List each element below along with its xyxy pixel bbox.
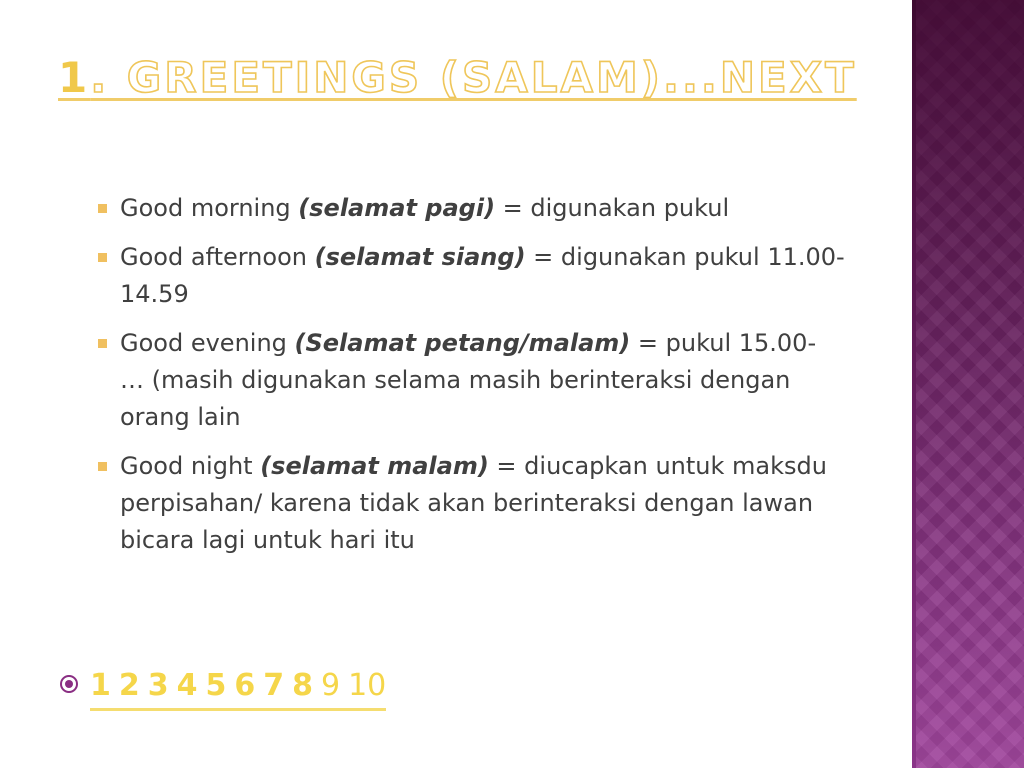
bullet-square-icon (98, 462, 107, 471)
bullet-term: (selamat pagi) (298, 194, 496, 222)
page-link-5[interactable]: 5 (205, 668, 227, 703)
bullet-text-end: = digunakan pukul 11.00-14.59 (120, 243, 845, 308)
page-link-6[interactable]: 6 (234, 668, 256, 703)
page-link-3[interactable]: 3 (147, 668, 169, 703)
slide-title (58, 48, 857, 108)
bullet-text-start: Good afternoon (120, 243, 315, 271)
bullet-square-icon (98, 339, 107, 348)
bullet-square-icon (98, 204, 107, 213)
target-icon (60, 675, 78, 693)
bullet-text-start: Good evening (120, 329, 295, 357)
bullet-term: (selamat siang) (314, 243, 526, 271)
bullet-text-start: Good night (120, 452, 261, 480)
page-link-8[interactable]: 8 (292, 668, 313, 703)
greetings-list (96, 190, 846, 571)
page-link-7[interactable]: 7 (263, 668, 285, 703)
bullet-square-icon (98, 253, 107, 262)
decorative-side-band (912, 0, 1024, 768)
bullet-text-start: Good morning (120, 194, 299, 222)
page-link-2[interactable]: 2 (118, 668, 140, 703)
list-item (96, 325, 846, 436)
list-item (96, 190, 846, 227)
slide-title-text: . GREETINGS (SALAM)...NEXT (90, 53, 857, 102)
page-link-9[interactable]: 9 (321, 668, 341, 703)
page-links (90, 666, 386, 711)
bullet-text-end: = pukul 15.00- … (masih digunakan selama masih berinteraksi dengan orang lain (120, 329, 817, 431)
page-link-10[interactable]: 10 (348, 668, 387, 703)
page-navigation (60, 666, 386, 711)
list-item (96, 448, 846, 559)
list-item (96, 239, 846, 313)
bullet-term: (selamat malam) (260, 452, 489, 480)
bullet-term: (Selamat petang/malam) (294, 329, 631, 357)
slide-title-number: 1 (58, 53, 91, 102)
page-link-1[interactable]: 1 (90, 668, 111, 703)
bullet-text-end: = diucapkan untuk maksdu perpisahan/ karena tidak akan berinteraksi dengan lawan bicara lagi untuk hari itu (120, 452, 827, 554)
page-link-4[interactable]: 4 (176, 668, 198, 703)
bullet-text-end: = digunakan pukul (495, 194, 730, 222)
